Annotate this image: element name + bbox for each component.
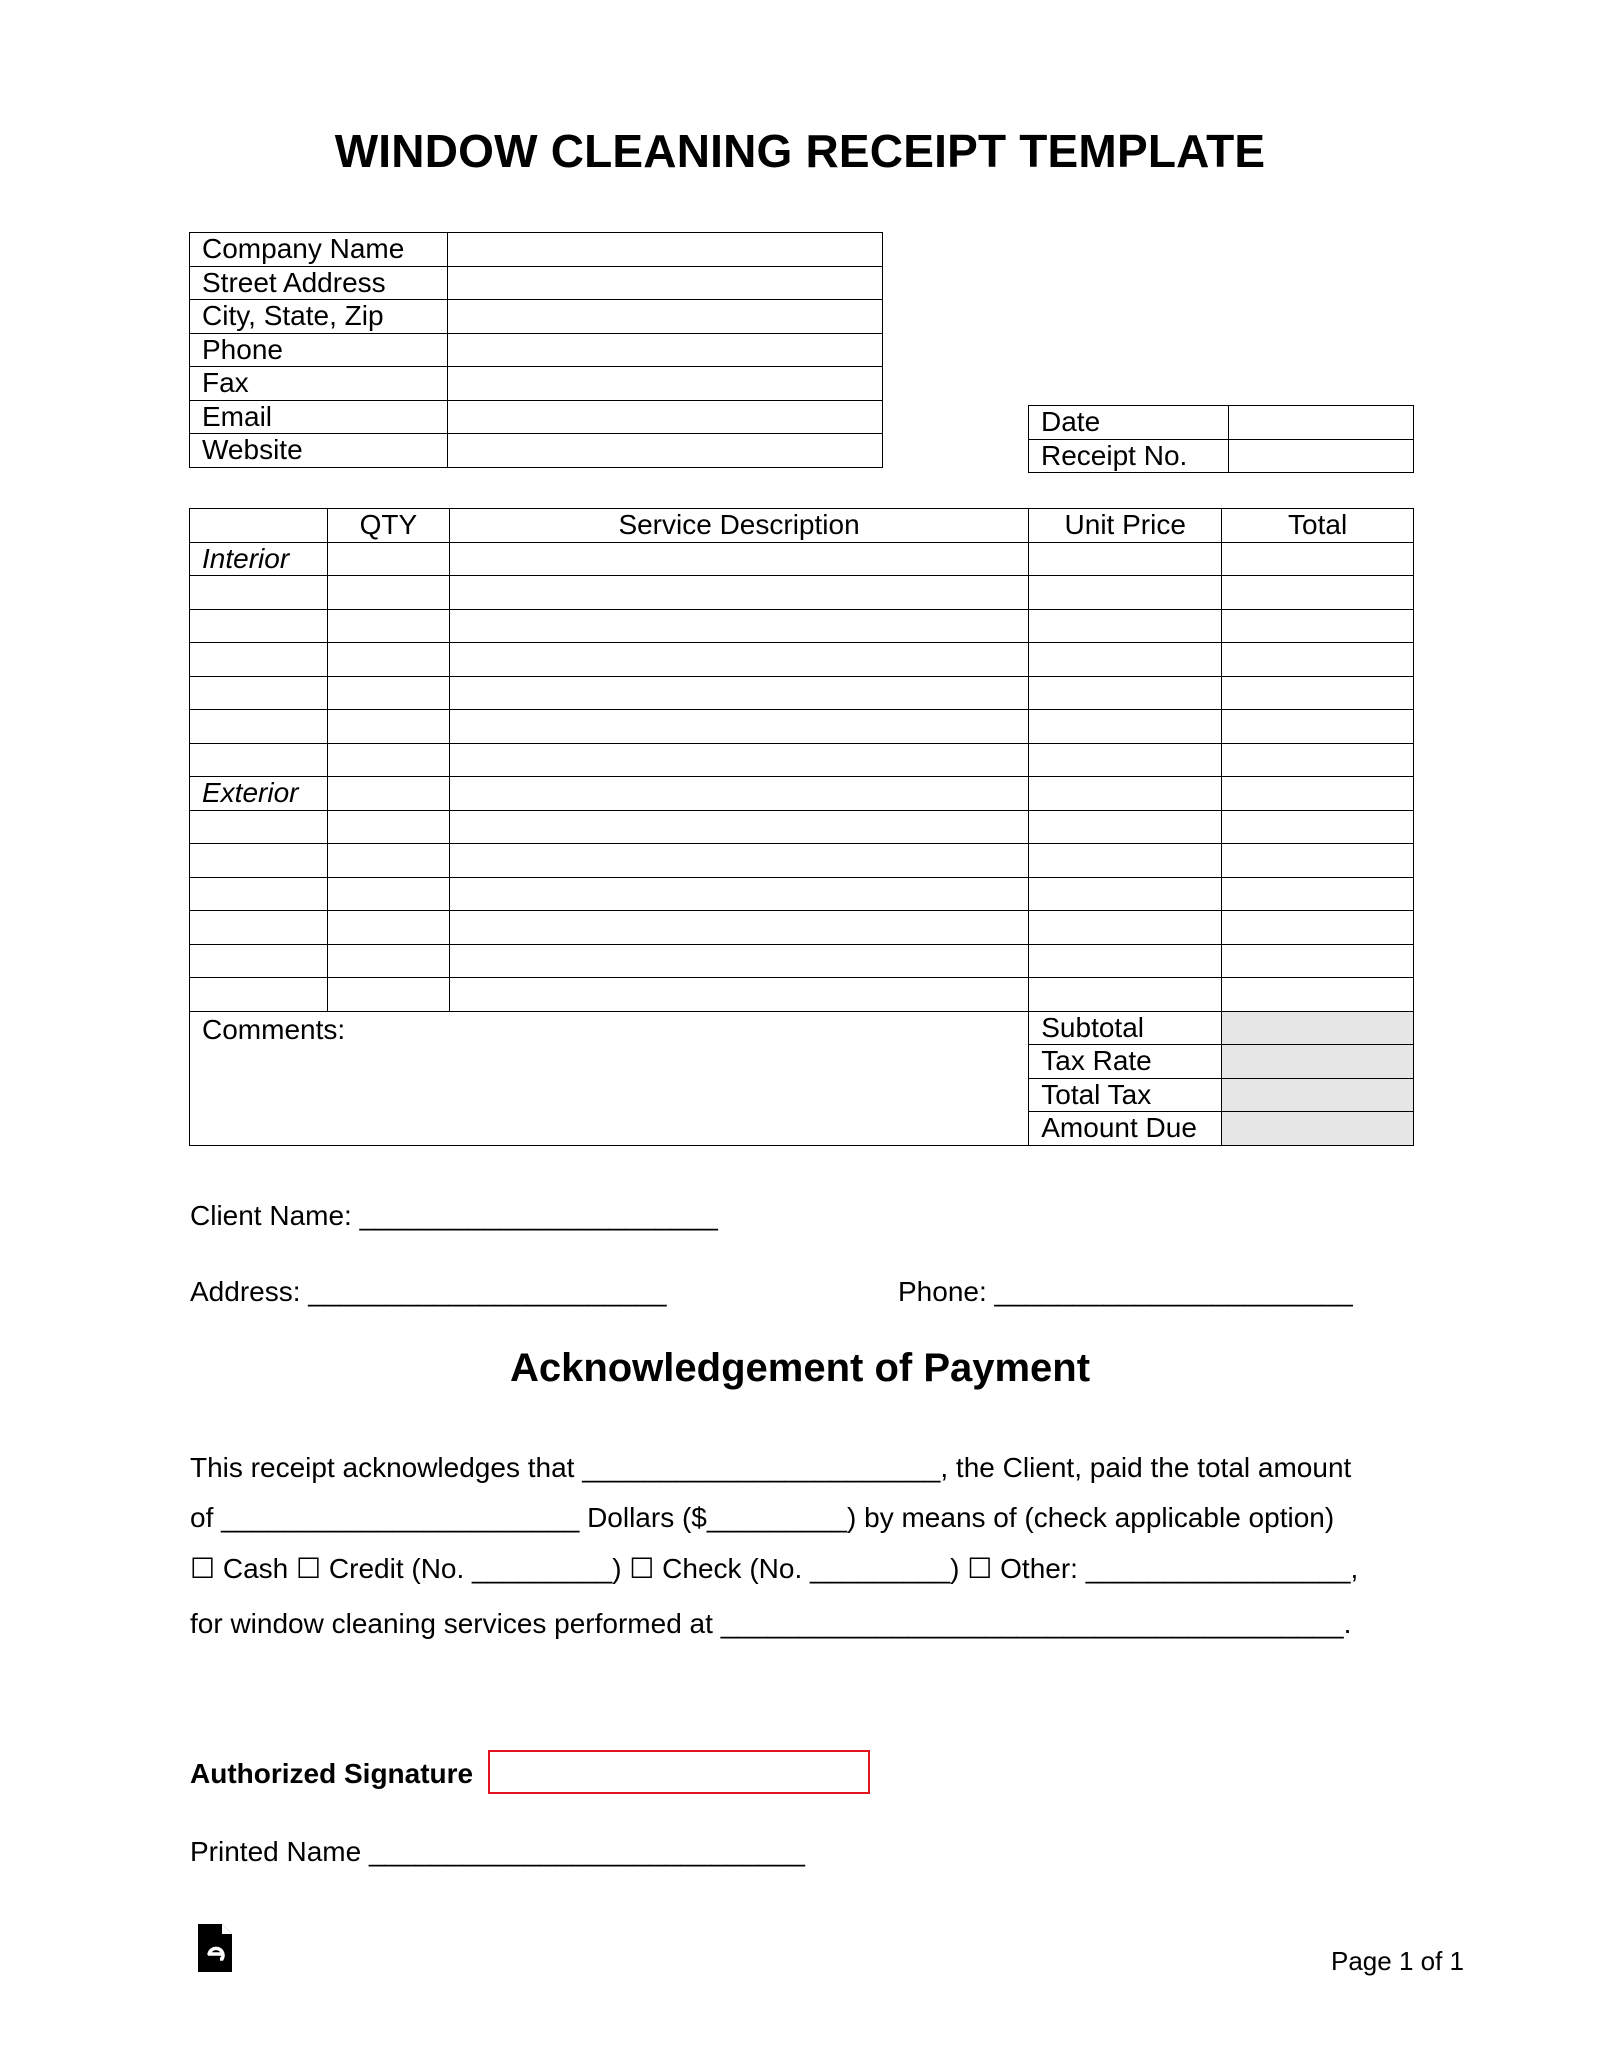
date-field[interactable] [1228,406,1413,440]
table-row [190,844,1414,878]
table-row [190,911,1414,945]
interior-label: Interior [190,542,328,576]
eforms-logo-icon [196,1922,234,1974]
tax-rate-label: Tax Rate [1029,1045,1222,1079]
city-state-zip-field[interactable] [447,300,882,334]
website-label: Website [190,434,448,468]
category-cell[interactable] [190,743,328,777]
table-header-row [190,509,1414,543]
description-cell[interactable] [449,676,1028,710]
total-cell[interactable] [1222,710,1414,744]
document-title: WINDOW CLEANING RECEIPT TEMPLATE [334,125,1266,177]
table-row [190,877,1414,911]
description-cell[interactable] [449,743,1028,777]
category-cell[interactable] [190,676,328,710]
total-cell[interactable] [1222,676,1414,710]
qty-cell[interactable] [327,576,449,610]
qty-cell[interactable] [327,978,449,1012]
description-cell[interactable] [449,911,1028,945]
description-cell[interactable] [449,542,1028,576]
date-label: Date [1029,406,1229,440]
header-unit-price: Unit Price [1029,509,1222,543]
phone-field[interactable] [447,333,882,367]
qty-cell[interactable] [327,877,449,911]
company-row [190,333,883,367]
fax-label: Fax [190,367,448,401]
description-cell[interactable] [449,978,1028,1012]
category-cell[interactable] [190,576,328,610]
subtotal-value[interactable] [1222,1011,1414,1045]
description-cell[interactable] [449,609,1028,643]
street-address-field[interactable] [447,266,882,300]
table-row [190,676,1414,710]
summary-row [190,1011,1414,1045]
comments-area[interactable] [190,1011,1029,1145]
client-phone-line[interactable]: Phone: _______________________ [898,1276,1353,1307]
receipt-meta-table [1028,405,1414,473]
table-row [190,643,1414,677]
unit-price-cell[interactable] [1029,877,1222,911]
unit-price-cell[interactable] [1029,777,1222,811]
total-cell[interactable] [1222,542,1414,576]
qty-cell[interactable] [327,643,449,677]
total-cell[interactable] [1222,777,1414,811]
client-name-line[interactable]: Client Name: _______________________ [190,1200,718,1231]
unit-price-cell[interactable] [1029,810,1222,844]
total-cell[interactable] [1222,743,1414,777]
company-row [190,367,883,401]
company-row [190,233,883,267]
unit-price-cell[interactable] [1029,609,1222,643]
description-cell[interactable] [449,944,1028,978]
category-cell[interactable] [190,911,328,945]
category-cell[interactable] [190,844,328,878]
subtotal-label: Subtotal [1029,1011,1222,1045]
total-cell[interactable] [1222,609,1414,643]
qty-cell[interactable] [327,710,449,744]
city-state-zip-label: City, State, Zip [190,300,448,334]
fax-field[interactable] [447,367,882,401]
total-tax-value[interactable] [1222,1078,1414,1112]
unit-price-cell[interactable] [1029,944,1222,978]
qty-cell[interactable] [327,542,449,576]
services-table [189,508,1414,1146]
table-row [190,542,1414,576]
email-field[interactable] [447,400,882,434]
unit-price-cell[interactable] [1029,911,1222,945]
category-cell[interactable] [190,810,328,844]
description-cell[interactable] [449,643,1028,677]
table-row [190,743,1414,777]
qty-cell[interactable] [327,609,449,643]
header-total: Total [1222,509,1414,543]
unit-price-cell[interactable] [1029,542,1222,576]
total-cell[interactable] [1222,844,1414,878]
phone-label: Phone [190,333,448,367]
category-cell[interactable] [190,877,328,911]
total-cell[interactable] [1222,978,1414,1012]
header-category [190,509,328,543]
comments-label: Comments: [202,1013,346,1045]
header-qty: QTY [327,509,449,543]
qty-cell[interactable] [327,944,449,978]
qty-cell[interactable] [327,810,449,844]
email-label: Email [190,400,448,434]
description-cell[interactable] [449,710,1028,744]
category-cell[interactable] [190,978,328,1012]
company-row [190,434,883,468]
total-tax-label: Total Tax [1029,1078,1222,1112]
client-address-line[interactable]: Address: _______________________ [190,1276,667,1307]
unit-price-cell[interactable] [1029,844,1222,878]
unit-price-cell[interactable] [1029,576,1222,610]
category-cell[interactable] [190,944,328,978]
table-row [190,777,1414,811]
table-row [190,944,1414,978]
qty-cell[interactable] [327,676,449,710]
unit-price-cell[interactable] [1029,710,1222,744]
qty-cell[interactable] [327,777,449,811]
table-row [190,710,1414,744]
description-cell[interactable] [449,877,1028,911]
qty-cell[interactable] [327,911,449,945]
company-row [190,400,883,434]
table-row [190,576,1414,610]
authorized-signature-label: Authorized Signature [190,1758,474,1789]
page-number: Page 1 of 1 [1331,1946,1464,1976]
description-cell[interactable] [449,777,1028,811]
table-row [190,810,1414,844]
exterior-label: Exterior [190,777,328,811]
total-cell[interactable] [1222,944,1414,978]
acknowledgement-line-3[interactable]: ☐ Cash ☐ Credit (No. _________) ☐ Check (No. _________) ☐ Other: _________________, [190,1553,1359,1584]
company-info-table [189,232,883,468]
tax-rate-value[interactable] [1222,1045,1414,1079]
header-service-description: Service Description [449,509,1028,543]
unit-price-cell[interactable] [1029,978,1222,1012]
receipt-no-field[interactable] [1228,439,1413,473]
total-cell[interactable] [1222,643,1414,677]
unit-price-cell[interactable] [1029,743,1222,777]
acknowledgement-line-2[interactable]: of _______________________ Dollars ($_________) by means of (check applicable option) [190,1502,1335,1533]
qty-cell[interactable] [327,844,449,878]
description-cell[interactable] [449,844,1028,878]
total-cell[interactable] [1222,810,1414,844]
company-name-field[interactable] [447,233,882,267]
acknowledgement-line-1[interactable]: This receipt acknowledges that _______________________, the Client, paid the total amount [190,1452,1352,1483]
qty-cell[interactable] [327,743,449,777]
description-cell[interactable] [449,576,1028,610]
description-cell[interactable] [449,810,1028,844]
unit-price-cell[interactable] [1029,676,1222,710]
table-row [190,978,1414,1012]
unit-price-cell[interactable] [1029,643,1222,677]
printed-name-line[interactable]: Printed Name ____________________________ [190,1836,805,1867]
category-cell[interactable] [190,710,328,744]
street-address-label: Street Address [190,266,448,300]
acknowledgement-heading: Acknowledgement of Payment [509,1346,1091,1390]
company-row [190,300,883,334]
company-name-label: Company Name [190,233,448,267]
category-cell[interactable] [190,609,328,643]
amount-due-label: Amount Due [1029,1112,1222,1146]
total-cell[interactable] [1222,877,1414,911]
table-row [190,609,1414,643]
website-field[interactable] [447,434,882,468]
total-cell[interactable] [1222,911,1414,945]
category-cell[interactable] [190,643,328,677]
receipt-no-label: Receipt No. [1029,439,1229,473]
signature-field[interactable] [488,1750,870,1794]
total-cell[interactable] [1222,576,1414,610]
acknowledgement-line-4[interactable]: for window cleaning services performed at ________________________________________. [190,1608,1352,1639]
amount-due-value[interactable] [1222,1112,1414,1146]
company-row [190,266,883,300]
